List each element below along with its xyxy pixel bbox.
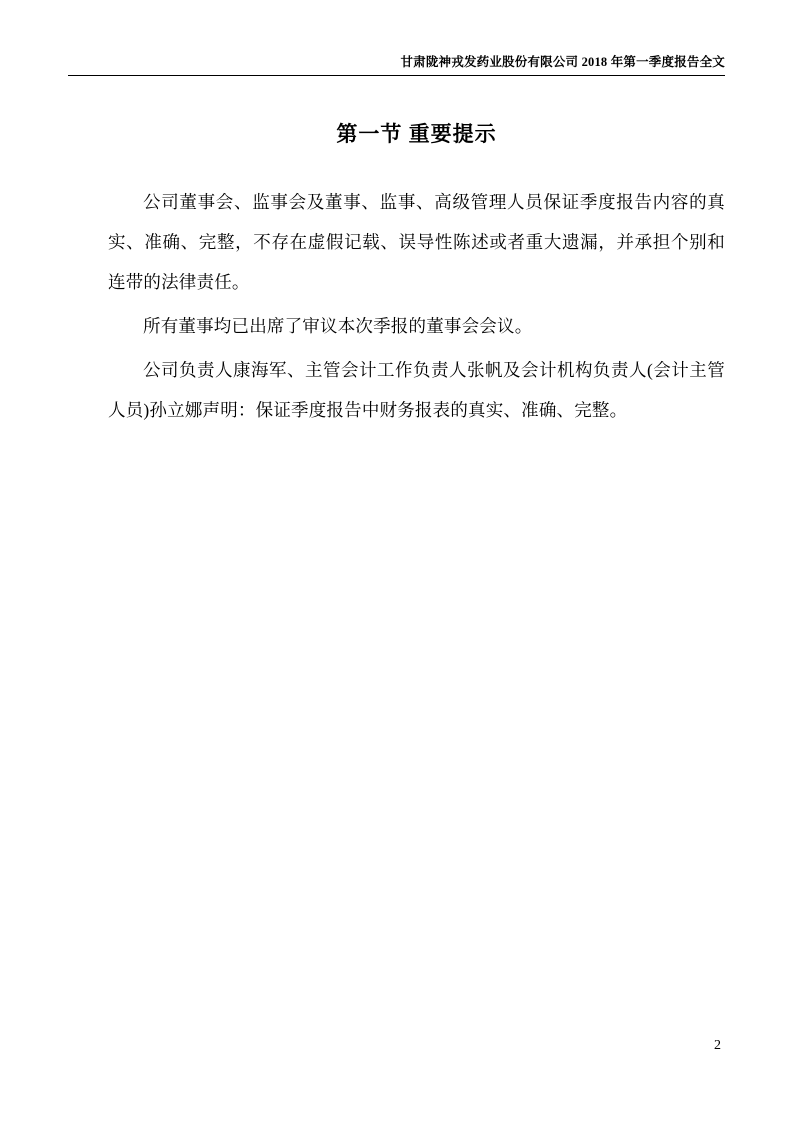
paragraph-responsibility-statement: 公司董事会、监事会及董事、监事、高级管理人员保证季度报告内容的真实、准确、完整，不存在虚假记载、误导性陈述或者重大遗漏，并承担个别和连带的法律责任。 bbox=[108, 192, 725, 292]
page-number: 2 bbox=[714, 1038, 721, 1053]
paragraph-directors-attendance: 所有董事均已出席了审议本次季报的董事会会议。 bbox=[143, 316, 533, 336]
section-title: 第一节 重要提示 bbox=[336, 122, 497, 146]
page-content bbox=[108, 118, 725, 430]
header-divider bbox=[68, 75, 725, 76]
running-header: 甘肃陇神戎发药业股份有限公司 2018 年第一季度报告全文 bbox=[400, 55, 725, 69]
paragraph-financial-statement-declaration: 公司负责人康海军、主管会计工作负责人张帆及会计机构负责人(会计主管人员)孙立娜声明：保证季度报告中财务报表的真实、准确、完整。 bbox=[108, 360, 725, 420]
